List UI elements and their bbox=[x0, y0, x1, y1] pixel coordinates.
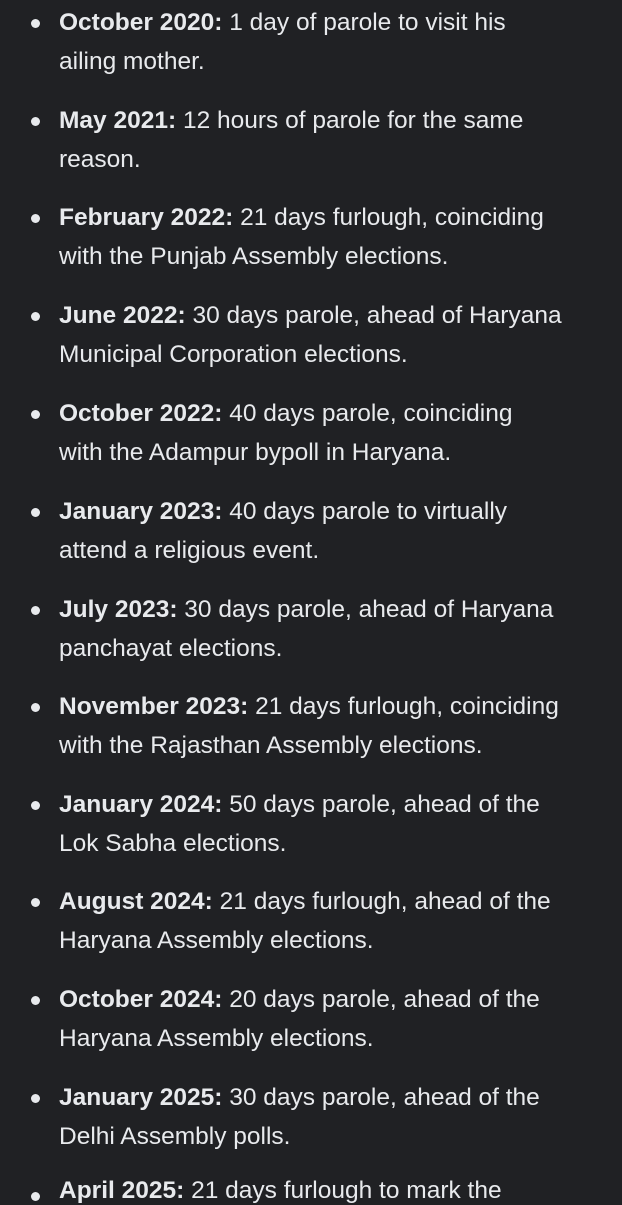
list-item-label: October 2022: bbox=[59, 400, 223, 427]
list-item-line-1 bbox=[59, 498, 507, 526]
list-item-line-2: Municipal Corporation elections. bbox=[59, 341, 408, 368]
list-item-label: February 2022: bbox=[59, 204, 234, 231]
list-item-line-1 bbox=[59, 1084, 540, 1112]
list-item-line-1 bbox=[59, 791, 540, 819]
list-item-line-1 bbox=[59, 302, 562, 330]
list-item-text: 12 hours of parole for the same bbox=[176, 107, 524, 134]
list-item-text: 40 days parole to virtually bbox=[222, 498, 508, 525]
list-item-line-1 bbox=[59, 1177, 502, 1205]
list-item-label: November 2023: bbox=[59, 693, 249, 720]
list-item-label: January 2024: bbox=[59, 791, 223, 818]
list-item-text: 21 days furlough, ahead of the bbox=[212, 888, 551, 915]
bullet-icon bbox=[31, 19, 40, 28]
list-item-line-2: Delhi Assembly polls. bbox=[59, 1123, 291, 1150]
list-item-label: October 2024: bbox=[59, 986, 223, 1013]
bullet-icon bbox=[31, 606, 40, 615]
list-item-label: May 2021: bbox=[59, 107, 177, 134]
list-item-label: July 2023: bbox=[59, 596, 178, 623]
bullet-icon bbox=[31, 1094, 40, 1103]
list-item-text: 30 days parole, ahead of Haryana bbox=[177, 596, 554, 623]
list-item-text: 30 days parole, ahead of the bbox=[222, 1084, 540, 1111]
list-item-label: January 2023: bbox=[59, 498, 223, 525]
list-item-line-1 bbox=[59, 596, 553, 624]
list-item-line-1 bbox=[59, 204, 544, 232]
bullet-icon bbox=[31, 898, 40, 907]
list-item-line-1 bbox=[59, 986, 540, 1014]
list-item-text: 21 days furlough, coinciding bbox=[248, 693, 559, 720]
list-item-text: 50 days parole, ahead of the bbox=[222, 791, 540, 818]
list-item-line-2: with the Rajasthan Assembly elections. bbox=[59, 732, 483, 759]
list-item-line-1 bbox=[59, 107, 523, 135]
list-item-label: June 2022: bbox=[59, 302, 186, 329]
bullet-icon bbox=[31, 508, 40, 517]
bullet-icon bbox=[31, 214, 40, 223]
list-item-text: 40 days parole, coinciding bbox=[222, 400, 513, 427]
list-item-line-1 bbox=[59, 888, 551, 916]
list-item-line-2: with the Punjab Assembly elections. bbox=[59, 243, 449, 270]
list-item-line-2: attend a religious event. bbox=[59, 537, 320, 564]
bullet-icon bbox=[31, 703, 40, 712]
list-item-text: 30 days parole, ahead of Haryana bbox=[185, 302, 562, 329]
list-item-text: 21 days furlough to mark the bbox=[184, 1177, 502, 1204]
list-item-label: April 2025: bbox=[59, 1177, 185, 1204]
list-item-label: October 2020: bbox=[59, 9, 223, 36]
list-item-line-2: Lok Sabha elections. bbox=[59, 830, 287, 857]
list-item-line-1 bbox=[59, 400, 513, 428]
bullet-icon bbox=[31, 410, 40, 419]
list-item-line-2: panchayat elections. bbox=[59, 635, 283, 662]
bullet-icon bbox=[31, 996, 40, 1005]
list-item-line-2: with the Adampur bypoll in Haryana. bbox=[59, 439, 452, 466]
list-item-line-1 bbox=[59, 9, 506, 37]
list-item-line-1 bbox=[59, 693, 559, 721]
list-item-label: January 2025: bbox=[59, 1084, 223, 1111]
bullet-icon bbox=[31, 117, 40, 126]
list-item-text: 20 days parole, ahead of the bbox=[222, 986, 540, 1013]
list-item-line-2: Haryana Assembly elections. bbox=[59, 1025, 374, 1052]
list-item-text: 21 days furlough, coinciding bbox=[233, 204, 544, 231]
list-item-line-2: reason. bbox=[59, 146, 141, 173]
list-item-line-2: Haryana Assembly elections. bbox=[59, 927, 374, 954]
bullet-icon bbox=[31, 801, 40, 810]
list-item-text: 1 day of parole to visit his bbox=[222, 9, 506, 36]
list-item-label: August 2024: bbox=[59, 888, 213, 915]
bullet-icon bbox=[31, 312, 40, 321]
list-item-line-2: ailing mother. bbox=[59, 48, 205, 75]
